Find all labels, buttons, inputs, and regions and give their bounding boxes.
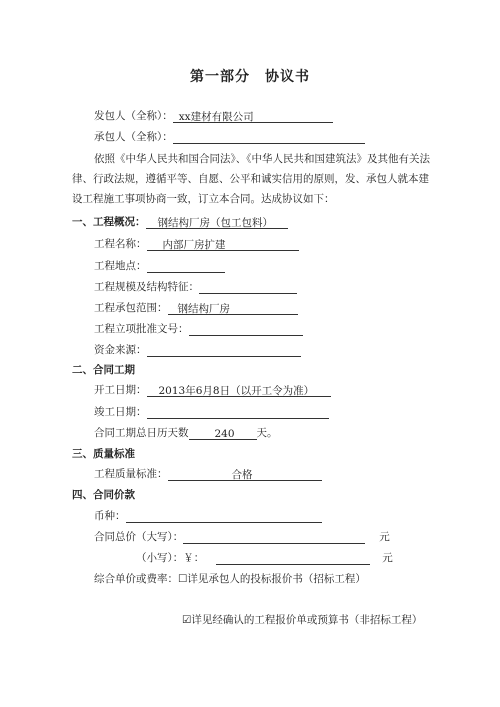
total-lower-label: （小写）：￥： xyxy=(136,552,205,564)
section3-heading: 三、质量标准 xyxy=(72,448,135,460)
currency-field[interactable] xyxy=(126,510,322,523)
approval-row xyxy=(94,322,303,336)
total-upper-label: 合同总价（大写）： xyxy=(94,531,184,543)
location-field[interactable] xyxy=(147,260,225,273)
section4-heading: 四、合同价款 xyxy=(72,489,135,501)
scale-field[interactable] xyxy=(199,281,297,294)
contractor-field[interactable] xyxy=(173,131,365,144)
nonbid-checkbox[interactable]: ☑ xyxy=(182,614,192,626)
funding-row xyxy=(94,343,301,357)
employer-field[interactable]: xx建材有限公司 xyxy=(173,110,333,123)
section2-heading-row xyxy=(72,363,135,377)
quality-row xyxy=(94,467,322,481)
contractor-row xyxy=(94,130,365,144)
approval-field[interactable] xyxy=(189,323,303,336)
duration-suffix: 天。 xyxy=(256,427,278,439)
funding-label: 资金来源： xyxy=(94,344,147,356)
scale-row xyxy=(94,280,297,294)
scope-label: 工程承包范围： xyxy=(94,302,168,314)
section1-heading: 一、工程概况： xyxy=(72,216,146,228)
total-lower-row xyxy=(136,551,393,565)
location-label: 工程地点： xyxy=(94,260,147,272)
project-name-row xyxy=(94,237,299,251)
alt-option-row xyxy=(182,613,422,627)
section2-heading: 二、合同工期 xyxy=(72,364,135,376)
employer-label: 发包人（全称）： xyxy=(94,110,173,122)
total-lower-unit: 元 xyxy=(382,552,393,564)
total-upper-unit: 元 xyxy=(379,531,390,543)
bid-option-text: 详见承包人的投标报价书（招标工程） xyxy=(187,573,366,585)
total-lower-field[interactable] xyxy=(216,552,370,565)
location-row xyxy=(94,259,225,273)
total-upper-row xyxy=(94,530,390,544)
duration-row xyxy=(94,426,278,440)
contractor-label: 承包人（全称）： xyxy=(94,131,173,143)
project-overview-field[interactable]: 钢结构厂房（包工包料） xyxy=(146,216,288,229)
start-date-label: 开工日期： xyxy=(94,384,147,396)
finish-date-label: 竣工日期： xyxy=(94,406,147,418)
duration-field[interactable]: 240 xyxy=(189,427,257,440)
nonbid-option-text: 详见经确认的工程报价单或预算书（非招标工程） xyxy=(191,614,423,626)
approval-label: 工程立项批准文号： xyxy=(94,323,189,335)
currency-label: 币种： xyxy=(94,510,126,522)
finish-date-field[interactable] xyxy=(147,406,329,419)
quality-label: 工程质量标准： xyxy=(94,468,168,480)
unit-price-label: 综合单价或费率： xyxy=(94,573,178,585)
start-date-row xyxy=(94,383,331,397)
funding-field[interactable] xyxy=(147,344,301,357)
section4-heading-row xyxy=(72,488,135,502)
project-name-field[interactable]: 内部厂房扩建 xyxy=(147,238,299,251)
section3-heading-row xyxy=(72,447,135,461)
scale-label: 工程规模及结构特征： xyxy=(94,281,199,293)
finish-date-row xyxy=(94,405,329,419)
duration-prefix: 合同工期总日历天数 xyxy=(94,427,189,439)
bid-checkbox[interactable]: ☐ xyxy=(178,573,188,585)
scope-row xyxy=(94,301,298,315)
page-title: 第一部分 协议书 xyxy=(190,69,310,85)
currency-row xyxy=(94,509,322,523)
unit-price-row xyxy=(94,572,366,586)
preamble-paragraph: 依照《中华人民共和国合同法》、《中华人民共和国建筑法》及其他有关法律、行政法规，遵循平等、自愿、公平和诚实信用的原则，发、承包人就本建设工程施工事项协商一致，订立本合同。达成协议如下： xyxy=(72,153,430,205)
scope-field[interactable]: 钢结构厂房 xyxy=(168,302,298,315)
quality-field[interactable]: 合格 xyxy=(168,468,322,481)
employer-row xyxy=(94,109,333,123)
section1-heading-row xyxy=(72,215,288,229)
project-name-label: 工程名称： xyxy=(94,238,147,250)
start-date-field[interactable]: 2013年6月8日（以开工令为准） xyxy=(147,384,331,397)
total-upper-field[interactable] xyxy=(183,531,365,544)
